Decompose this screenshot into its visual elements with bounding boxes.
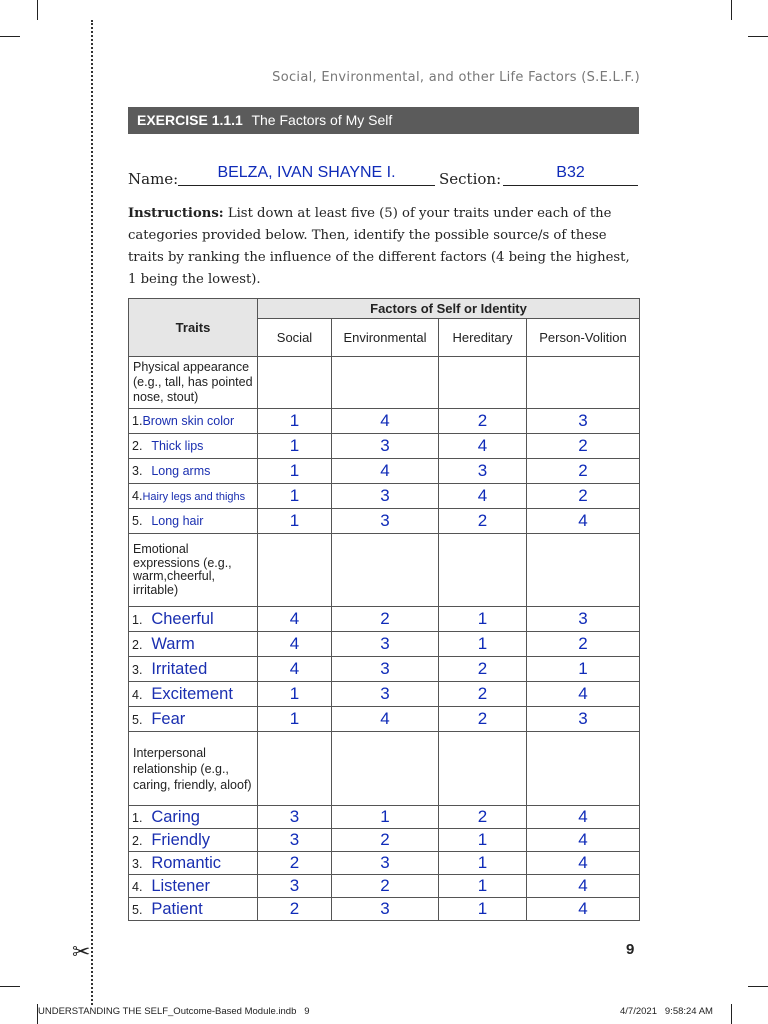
table-row [129, 682, 640, 707]
empty-cell [258, 534, 332, 607]
trait-cell[interactable] [129, 852, 258, 875]
rank-person-volition[interactable]: 4 [527, 829, 640, 852]
trait-cell[interactable] [129, 459, 258, 484]
factors-header: Factors of Self or Identity [258, 299, 640, 319]
trait-cell[interactable] [129, 707, 258, 732]
rank-hereditary[interactable]: 2 [439, 682, 527, 707]
rank-environmental[interactable]: 3 [332, 632, 439, 657]
table-row [129, 409, 640, 434]
exercise-title: The Factors of My Self [251, 112, 393, 128]
section-label: Section: [439, 170, 502, 188]
rank-environmental[interactable]: 2 [332, 607, 439, 632]
rank-person-volition[interactable]: 4 [527, 806, 640, 829]
trait-number: 3. [132, 464, 143, 478]
empty-cell [527, 357, 640, 409]
crop-mark [748, 36, 768, 37]
rank-social[interactable]: 1 [258, 509, 332, 534]
rank-person-volition[interactable]: 4 [527, 682, 640, 707]
rank-social[interactable]: 2 [258, 898, 332, 921]
trait-cell[interactable] [129, 875, 258, 898]
running-head: Social, Environmental, and other Life Factors (S.E.L.F.) [272, 70, 640, 85]
rank-person-volition[interactable]: 4 [527, 852, 640, 875]
rank-hereditary[interactable]: 2 [439, 806, 527, 829]
rank-hereditary[interactable]: 1 [439, 632, 527, 657]
rank-social[interactable]: 2 [258, 852, 332, 875]
rank-social[interactable]: 1 [258, 434, 332, 459]
rank-social[interactable]: 3 [258, 806, 332, 829]
trait-number: 5. [132, 514, 143, 528]
rank-hereditary[interactable]: 1 [439, 852, 527, 875]
rank-hereditary[interactable]: 1 [439, 607, 527, 632]
rank-person-volition[interactable]: 2 [527, 434, 640, 459]
rank-person-volition[interactable]: 4 [527, 509, 640, 534]
trait-text: Long hair [151, 514, 204, 528]
rank-environmental[interactable]: 4 [332, 707, 439, 732]
trait-cell[interactable] [129, 657, 258, 682]
rank-social[interactable]: 1 [258, 409, 332, 434]
empty-cell [527, 732, 640, 806]
table-row [129, 898, 640, 921]
crop-mark [0, 986, 20, 987]
trait-number: 3. [132, 662, 143, 677]
trait-text: Romantic [151, 853, 222, 872]
name-underline [178, 185, 435, 186]
instructions-text: List down at least five (5) of your traits under each of the categories provided below. Then, identify the possible source/s of these traits by ranking the influence of the different factors (4 being the highest, 1 being the lowest). [128, 206, 630, 287]
trait-number: 1. [132, 612, 143, 627]
trait-number: 5. [132, 902, 143, 917]
table-row [129, 459, 640, 484]
trait-text: Hairy legs and thighs [142, 491, 246, 503]
rank-hereditary[interactable]: 3 [439, 459, 527, 484]
rank-social[interactable]: 3 [258, 875, 332, 898]
rank-social[interactable]: 1 [258, 484, 332, 509]
trait-cell[interactable] [129, 409, 258, 434]
column-header: Environmental [332, 319, 439, 357]
empty-cell [258, 732, 332, 806]
crop-mark [0, 36, 20, 37]
rank-person-volition[interactable]: 4 [527, 875, 640, 898]
scissors-icon: ✂ [72, 940, 91, 965]
rank-social[interactable]: 4 [258, 632, 332, 657]
rank-environmental[interactable]: 1 [332, 806, 439, 829]
table-row [129, 607, 640, 632]
table-row [129, 707, 640, 732]
rank-social[interactable]: 1 [258, 707, 332, 732]
rank-person-volition[interactable]: 3 [527, 607, 640, 632]
trait-text: Irritated [151, 659, 208, 678]
trait-number: 2. [132, 637, 143, 652]
table-row [129, 806, 640, 829]
section-field[interactable]: B32 [556, 164, 585, 181]
rank-person-volition[interactable]: 2 [527, 484, 640, 509]
rank-environmental[interactable]: 3 [332, 657, 439, 682]
rank-hereditary[interactable]: 2 [439, 509, 527, 534]
trait-number: 1. [132, 414, 143, 428]
trait-number: 3. [132, 856, 143, 871]
trait-text: Long arms [151, 464, 211, 478]
rank-hereditary[interactable]: 1 [439, 898, 527, 921]
trait-text: Excitement [151, 684, 233, 703]
rank-person-volition[interactable]: 3 [527, 707, 640, 732]
empty-cell [439, 357, 527, 409]
trait-number: 5. [132, 712, 143, 727]
rank-environmental[interactable]: 3 [332, 484, 439, 509]
crop-mark [731, 0, 732, 20]
table-row [129, 852, 640, 875]
rank-person-volition[interactable]: 1 [527, 657, 640, 682]
rank-person-volition[interactable]: 3 [527, 409, 640, 434]
rank-environmental[interactable]: 3 [332, 434, 439, 459]
trait-text: Warm [151, 634, 195, 653]
empty-cell [332, 732, 439, 806]
category-label: Physical appearance (e.g., tall, has pointed nose, stout) [129, 357, 258, 409]
rank-person-volition[interactable]: 2 [527, 459, 640, 484]
rank-environmental[interactable]: 3 [332, 509, 439, 534]
table-row [129, 434, 640, 459]
exercise-number: EXERCISE 1.1.1 [137, 112, 243, 128]
footer-filename: UNDERSTANDING THE SELF_Outcome-Based Module.indb 9 [38, 1006, 310, 1017]
rank-hereditary[interactable]: 2 [439, 657, 527, 682]
table-row [129, 875, 640, 898]
table-row [129, 509, 640, 534]
trait-text: Thick lips [151, 439, 204, 453]
factors-table [128, 298, 640, 921]
trait-cell[interactable] [129, 898, 258, 921]
crop-mark [748, 986, 768, 987]
rank-environmental[interactable]: 3 [332, 898, 439, 921]
table-row [129, 484, 640, 509]
rank-social[interactable]: 1 [258, 459, 332, 484]
rank-environmental[interactable]: 4 [332, 459, 439, 484]
rank-social[interactable]: 1 [258, 682, 332, 707]
trait-text: Fear [151, 709, 186, 728]
trait-number: 4. [132, 879, 143, 894]
trait-text: Patient [151, 899, 203, 918]
page-number: 9 [626, 941, 635, 958]
category-label: Emotional expressions (e.g., warm,cheerful, irritable) [129, 534, 258, 607]
trait-cell[interactable] [129, 829, 258, 852]
rank-hereditary[interactable]: 4 [439, 434, 527, 459]
trait-number: 2. [132, 439, 143, 453]
table-row [129, 632, 640, 657]
instructions-label: Instructions: [128, 206, 224, 221]
trait-number: 2. [132, 833, 143, 848]
trait-cell[interactable] [129, 682, 258, 707]
crop-mark [731, 1004, 732, 1024]
name-field[interactable]: BELZA, IVAN SHAYNE I. [217, 164, 396, 181]
trait-number: 1. [132, 810, 143, 825]
section-underline [503, 185, 638, 186]
trait-cell[interactable] [129, 509, 258, 534]
trait-text: Caring [151, 807, 200, 826]
trait-cell[interactable] [129, 434, 258, 459]
column-header: Hereditary [439, 319, 527, 357]
empty-cell [439, 534, 527, 607]
name-section-row [128, 166, 640, 192]
rank-hereditary[interactable]: 1 [439, 875, 527, 898]
trait-text: Listener [151, 876, 211, 895]
rank-person-volition[interactable]: 4 [527, 898, 640, 921]
rank-environmental[interactable]: 3 [332, 682, 439, 707]
name-label: Name: [128, 170, 179, 188]
rank-hereditary[interactable]: 4 [439, 484, 527, 509]
category-label: Interpersonal relationship (e.g., caring, friendly, aloof) [129, 732, 258, 806]
traits-header: Traits [129, 299, 258, 357]
trait-text: Brown skin color [142, 414, 235, 428]
footer-timestamp: 4/7/2021 9:58:24 AM [620, 1006, 713, 1017]
trait-cell[interactable] [129, 607, 258, 632]
trait-text: Friendly [151, 830, 211, 849]
cut-line [91, 20, 93, 1005]
trait-number: 4. [132, 687, 143, 702]
table-row [129, 657, 640, 682]
rank-environmental[interactable]: 2 [332, 829, 439, 852]
crop-mark [37, 0, 38, 20]
rank-environmental[interactable]: 2 [332, 875, 439, 898]
trait-text: Cheerful [151, 609, 214, 628]
column-header: Social [258, 319, 332, 357]
empty-cell [332, 357, 439, 409]
instructions [128, 203, 641, 291]
trait-cell[interactable] [129, 484, 258, 509]
trait-number: 4. [132, 489, 143, 503]
rank-social[interactable]: 3 [258, 829, 332, 852]
rank-person-volition[interactable]: 2 [527, 632, 640, 657]
rank-social[interactable]: 4 [258, 657, 332, 682]
rank-social[interactable]: 4 [258, 607, 332, 632]
empty-cell [332, 534, 439, 607]
rank-hereditary[interactable]: 1 [439, 829, 527, 852]
empty-cell [527, 534, 640, 607]
rank-environmental[interactable]: 3 [332, 852, 439, 875]
trait-cell[interactable] [129, 806, 258, 829]
rank-hereditary[interactable]: 2 [439, 409, 527, 434]
rank-environmental[interactable]: 4 [332, 409, 439, 434]
empty-cell [439, 732, 527, 806]
exercise-header [128, 107, 639, 134]
table-row [129, 829, 640, 852]
column-header: Person-Volition [527, 319, 640, 357]
trait-cell[interactable] [129, 632, 258, 657]
rank-hereditary[interactable]: 2 [439, 707, 527, 732]
empty-cell [258, 357, 332, 409]
